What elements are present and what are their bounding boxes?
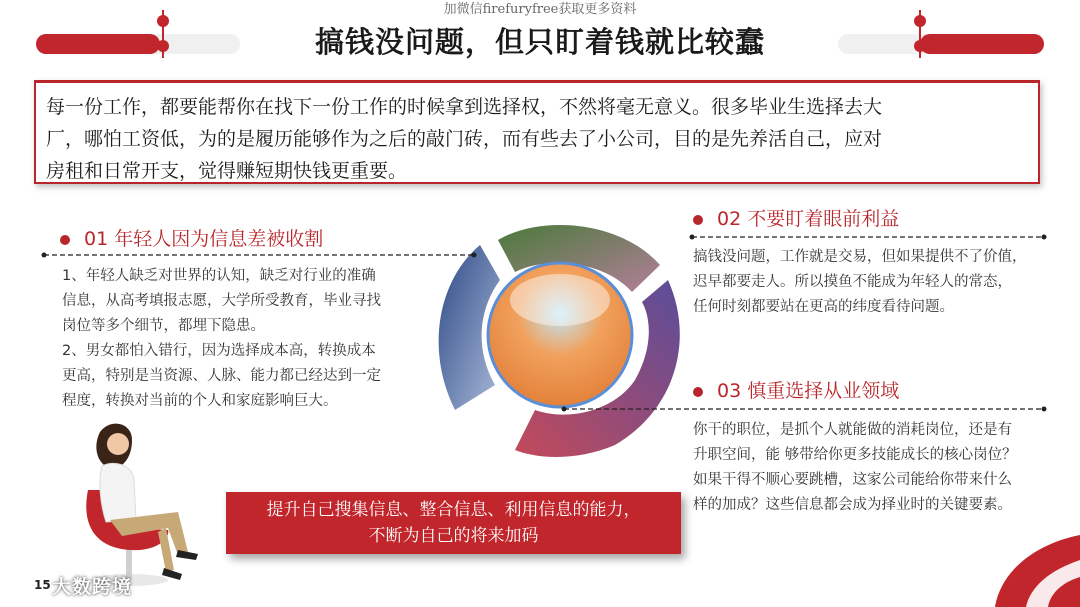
section-03-line: 升职空间，能 够带给你更多技能成长的核心岗位？	[693, 447, 1017, 463]
bullet-dot	[60, 235, 70, 245]
page-title: 搞钱没问题，但只盯着钱就比较蠢	[314, 25, 765, 59]
section-01-line: 2、男女都怕入错行，因为选择成本高，转换成本	[62, 343, 376, 359]
callout-line: 提升自己搜集信息、整合信息、利用信息的能力，	[266, 500, 641, 520]
sphere-highlight	[510, 274, 610, 326]
section-02-line: 搞钱没问题，工作就是交易，但如果提供不了价值，	[693, 249, 1027, 265]
section-03-body	[693, 418, 1063, 518]
section-02-body	[693, 245, 1063, 320]
section-01-line: 1、年轻人缺乏对世界的认知，缺乏对行业的准确	[62, 268, 376, 284]
woman-torso	[100, 463, 136, 522]
cycle-graphic	[420, 210, 700, 470]
section-03-title	[693, 376, 899, 403]
watermark: 加微信firefuryfree获取更多资料	[443, 2, 637, 17]
section-03-divider	[560, 404, 1052, 414]
section-02-line: 迟早都要走人。所以摸鱼不能成为年轻人的常态，	[693, 274, 1012, 290]
section-01-line: 程度，转换对当前的个人和家庭影响巨大。	[62, 393, 338, 409]
intro-line: 每一份工作，都要能帮你在找下一份工作的时候拿到选择权，不然将毫无意义。很多毕业生选择去大	[46, 96, 883, 118]
intro-box	[34, 80, 1040, 184]
page-number: 15	[34, 578, 51, 592]
section-01-divider	[40, 250, 480, 260]
section-03-line: 样的加成？这些信息都会成为择业时的关键要素。	[693, 497, 1012, 513]
footer-logo: 大数跨境	[52, 576, 133, 598]
section-01-line: 更高，特别是当资源、人脉、能力都已经达到一定	[62, 368, 381, 384]
section-03-title-text: 03 慎重选择从业领域	[717, 380, 900, 402]
section-02-line: 任何时刻都要站在更高的纬度看待问题。	[693, 299, 954, 315]
callout-box	[226, 492, 681, 554]
section-01-title-text: 01 年轻人因为信息差被收割	[84, 228, 324, 250]
section-02-title	[693, 204, 899, 231]
bullet-dot	[693, 387, 703, 397]
bullet-dot	[693, 215, 703, 225]
section-01-line: 岗位等多个细节，都埋下隐患。	[62, 318, 265, 334]
woman-sitting-illustration	[70, 420, 230, 590]
section-03-line: 你干的职位，是抓个人就能做的消耗岗位，还是有	[693, 422, 1012, 438]
left-header-bar	[36, 10, 240, 58]
callout-line: 不断为自己的将来加码	[368, 526, 539, 546]
section-02-divider	[688, 232, 1052, 242]
section-03-line: 如果干得不顺心要跳槽，这家公司能给你带来什么	[693, 472, 1012, 488]
right-header-bar	[838, 10, 1044, 58]
corner-decoration	[960, 515, 1080, 607]
section-01-body	[62, 264, 422, 414]
intro-line: 厂，哪怕工资低，为的是履历能够作为之后的敲门砖，而有些去了小公司，目的是先养活自己，应对	[46, 128, 883, 150]
section-01-line: 信息，从高考填报志愿，大学所受教育，毕业寻找	[62, 293, 381, 309]
section-02-title-text: 02 不要盯着眼前利益	[717, 208, 900, 230]
section-01-title	[60, 224, 323, 251]
woman-face	[107, 433, 129, 455]
intro-line: 房租和日常开支，觉得赚短期快钱更重要。	[46, 160, 408, 182]
